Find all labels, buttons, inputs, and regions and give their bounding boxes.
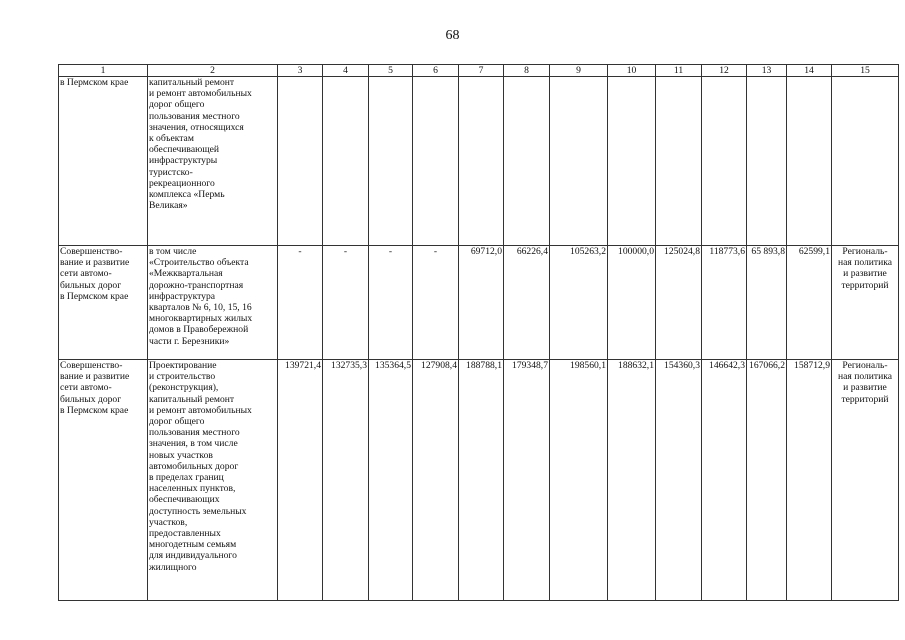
- value-cell: [413, 77, 459, 246]
- value-cell: 118773,6: [702, 246, 747, 360]
- value-cell: -: [369, 246, 413, 360]
- value-cell: [369, 77, 413, 246]
- value-cell: [323, 77, 369, 246]
- column-number: 12: [702, 65, 747, 77]
- value-cell: [278, 77, 323, 246]
- value-cell: 132735,3: [323, 360, 369, 601]
- value-cell: [702, 77, 747, 246]
- column-number: 13: [747, 65, 787, 77]
- value-cell: 105263,2: [550, 246, 608, 360]
- activity-description-cell: Проектирование и строительство (реконструкция), капитальный ремонт и ремонт автомобильных дорог общего пользования местного значения, в том числе новых участков автомобильных дорог в пределах границ населенных пунктов, обеспечивающих доступность земельных участков, предоставленных многодетным семьям для индивидуального жилищного: [148, 360, 278, 601]
- value-cell: 66226,4: [504, 246, 550, 360]
- value-cell: -: [278, 246, 323, 360]
- program-name-cell: Совершенство- вание и развитие сети автомо- бильных дорог в Пермском крае: [59, 360, 148, 601]
- column-number: 7: [459, 65, 504, 77]
- value-cell: 100000,0: [608, 246, 656, 360]
- value-cell: 198560,1: [550, 360, 608, 601]
- value-cell: -: [323, 246, 369, 360]
- value-cell: [747, 77, 787, 246]
- value-cell: 188632,1: [608, 360, 656, 601]
- column-number: 15: [832, 65, 899, 77]
- program-name-cell: в Пермском крае: [59, 77, 148, 246]
- column-number: 2: [148, 65, 278, 77]
- value-cell: 135364,5: [369, 360, 413, 601]
- value-cell: 127908,4: [413, 360, 459, 601]
- program-name-cell: Совершенство- вание и развитие сети автомо- бильных дорог в Пермском крае: [59, 246, 148, 360]
- value-cell: 62599,1: [787, 246, 832, 360]
- table-row: [59, 360, 899, 601]
- value-cell: 167066,2: [747, 360, 787, 601]
- value-cell: -: [413, 246, 459, 360]
- value-cell: 154360,3: [656, 360, 702, 601]
- value-cell: [787, 77, 832, 246]
- column-number: 6: [413, 65, 459, 77]
- column-number: 8: [504, 65, 550, 77]
- column-number: 11: [656, 65, 702, 77]
- activity-description-cell: капитальный ремонт и ремонт автомобильных дорог общего пользования местного значения, относящихся к объектам обеспечивающей инфраструктуры туристско- рекреационного комплекса «Пермь Великая»: [148, 77, 278, 246]
- column-number: 3: [278, 65, 323, 77]
- value-cell: [504, 77, 550, 246]
- column-number: 9: [550, 65, 608, 77]
- table-row: [59, 246, 899, 360]
- value-cell: [550, 77, 608, 246]
- value-cell: 146642,3: [702, 360, 747, 601]
- table-row: [59, 77, 899, 246]
- page-number: 68: [445, 28, 460, 43]
- value-cell: 69712,0: [459, 246, 504, 360]
- value-cell: 188788,1: [459, 360, 504, 601]
- value-cell: 65 893,8: [747, 246, 787, 360]
- value-cell: [656, 77, 702, 246]
- column-number: 10: [608, 65, 656, 77]
- value-cell: 179348,7: [504, 360, 550, 601]
- value-cell: [459, 77, 504, 246]
- direction-cell: Региональ- ная политика и развитие территорий: [832, 246, 899, 360]
- column-number: 4: [323, 65, 369, 77]
- value-cell: 139721,4: [278, 360, 323, 601]
- direction-cell: [832, 77, 899, 246]
- value-cell: 158712,9: [787, 360, 832, 601]
- column-number: 14: [787, 65, 832, 77]
- activity-description-cell: в том числе «Строительство объекта «Межквартальная дорожно-транспортная инфраструктура кварталов № 6, 10, 15, 16 многоквартирных жилых домов в Правобережной части г. Березники»: [148, 246, 278, 360]
- value-cell: 125024,8: [656, 246, 702, 360]
- table-header-row: [59, 65, 899, 77]
- value-cell: [608, 77, 656, 246]
- column-number: 1: [59, 65, 148, 77]
- program-table: [58, 64, 899, 601]
- column-number: 5: [369, 65, 413, 77]
- direction-cell: Региональ- ная политика и развитие территорий: [832, 360, 899, 601]
